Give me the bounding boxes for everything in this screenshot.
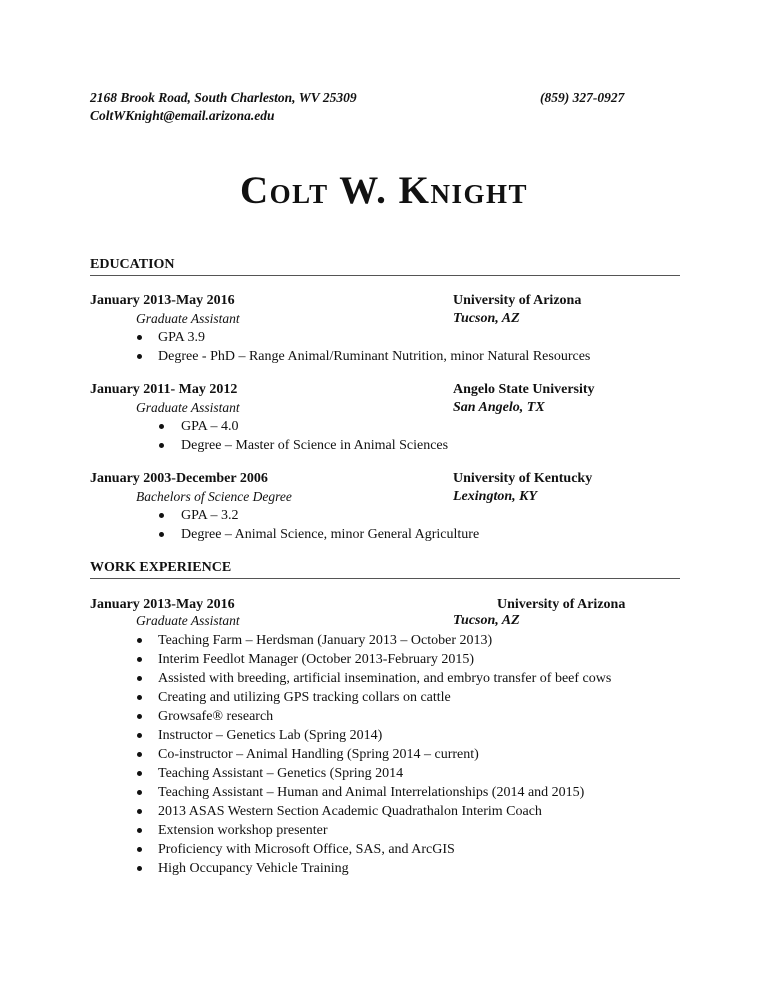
edu-2-role: Graduate Assistant (136, 400, 240, 415)
bullet-icon (137, 866, 142, 871)
edu-3-location: Lexington, KY (453, 489, 538, 504)
edu-1-location: Tucson, AZ (453, 311, 520, 326)
bullet-icon (137, 695, 142, 700)
bullet-icon (137, 714, 142, 719)
list-item: Degree – Master of Science in Animal Sciences (181, 436, 448, 455)
edu-1-role: Graduate Assistant (136, 311, 240, 326)
bullet-icon (137, 676, 142, 681)
list-item: High Occupancy Vehicle Training (158, 859, 611, 878)
bullet-icon (137, 809, 142, 814)
bullet-icon (137, 638, 142, 643)
list-item: Assisted with breeding, artificial insemination, and embryo transfer of beef cows (158, 669, 611, 688)
list-item: Proficiency with Microsoft Office, SAS, and ArcGIS (158, 840, 611, 859)
work-1-location: Tucson, AZ (453, 613, 520, 628)
list-item: Instructor – Genetics Lab (Spring 2014) (158, 726, 611, 745)
list-item: Teaching Farm – Herdsman (January 2013 – October 2013) (158, 631, 611, 650)
edu-2-location: San Angelo, TX (453, 400, 545, 415)
page-title: Colt W. Knight (239, 169, 529, 212)
bullet-icon (159, 424, 164, 429)
edu-3-role: Bachelors of Science Degree (136, 489, 292, 504)
bullet-icon (159, 513, 164, 518)
edu-1-bullets (158, 328, 590, 366)
work-1-institution: University of Arizona (497, 597, 626, 612)
list-item: 2013 ASAS Western Section Academic Quadrathalon Interim Coach (158, 802, 611, 821)
list-item: Degree - PhD – Range Animal/Ruminant Nutrition, minor Natural Resources (158, 347, 590, 366)
work-1-date: January 2013-May 2016 (90, 597, 235, 612)
education-divider (90, 275, 680, 276)
edu-1-institution: University of Arizona (453, 293, 582, 308)
bullet-icon (137, 354, 142, 359)
edu-3-date: January 2003-December 2006 (90, 471, 268, 486)
list-item: Extension workshop presenter (158, 821, 611, 840)
bullet-icon (159, 443, 164, 448)
bullet-icon (137, 657, 142, 662)
education-heading: EDUCATION (90, 257, 175, 272)
list-item: Teaching Assistant – Human and Animal Interrelationships (2014 and 2015) (158, 783, 611, 802)
bullet-icon (137, 790, 142, 795)
list-item: Degree – Animal Science, minor General Agriculture (181, 525, 479, 544)
list-item: GPA 3.9 (158, 328, 590, 347)
contact-address: 2168 Brook Road, South Charleston, WV 25309 (90, 90, 357, 105)
edu-2-institution: Angelo State University (453, 382, 595, 397)
list-item: Interim Feedlot Manager (October 2013-February 2015) (158, 650, 611, 669)
list-item: Growsafe® research (158, 707, 611, 726)
edu-1-date: January 2013-May 2016 (90, 293, 235, 308)
bullet-icon (137, 828, 142, 833)
work-heading: WORK EXPERIENCE (90, 560, 232, 575)
list-item: Co-instructor – Animal Handling (Spring 2014 – current) (158, 745, 611, 764)
list-item: GPA – 3.2 (181, 506, 479, 525)
contact-email: ColtWKnight@email.arizona.edu (90, 108, 275, 123)
bullet-icon (159, 532, 164, 537)
work-1-bullets (158, 631, 611, 878)
work-divider (90, 578, 680, 579)
bullet-icon (137, 752, 142, 757)
bullet-icon (137, 733, 142, 738)
contact-phone: (859) 327-0927 (540, 90, 625, 105)
edu-3-bullets (181, 506, 479, 544)
list-item: Teaching Assistant – Genetics (Spring 2014 (158, 764, 611, 783)
bullet-icon (137, 335, 142, 340)
edu-3-institution: University of Kentucky (453, 471, 593, 486)
bullet-icon (137, 771, 142, 776)
bullet-icon (137, 847, 142, 852)
edu-2-bullets (181, 417, 448, 455)
list-item: GPA – 4.0 (181, 417, 448, 436)
edu-2-date: January 2011- May 2012 (90, 382, 238, 397)
work-1-role: Graduate Assistant (136, 613, 240, 628)
list-item: Creating and utilizing GPS tracking collars on cattle (158, 688, 611, 707)
